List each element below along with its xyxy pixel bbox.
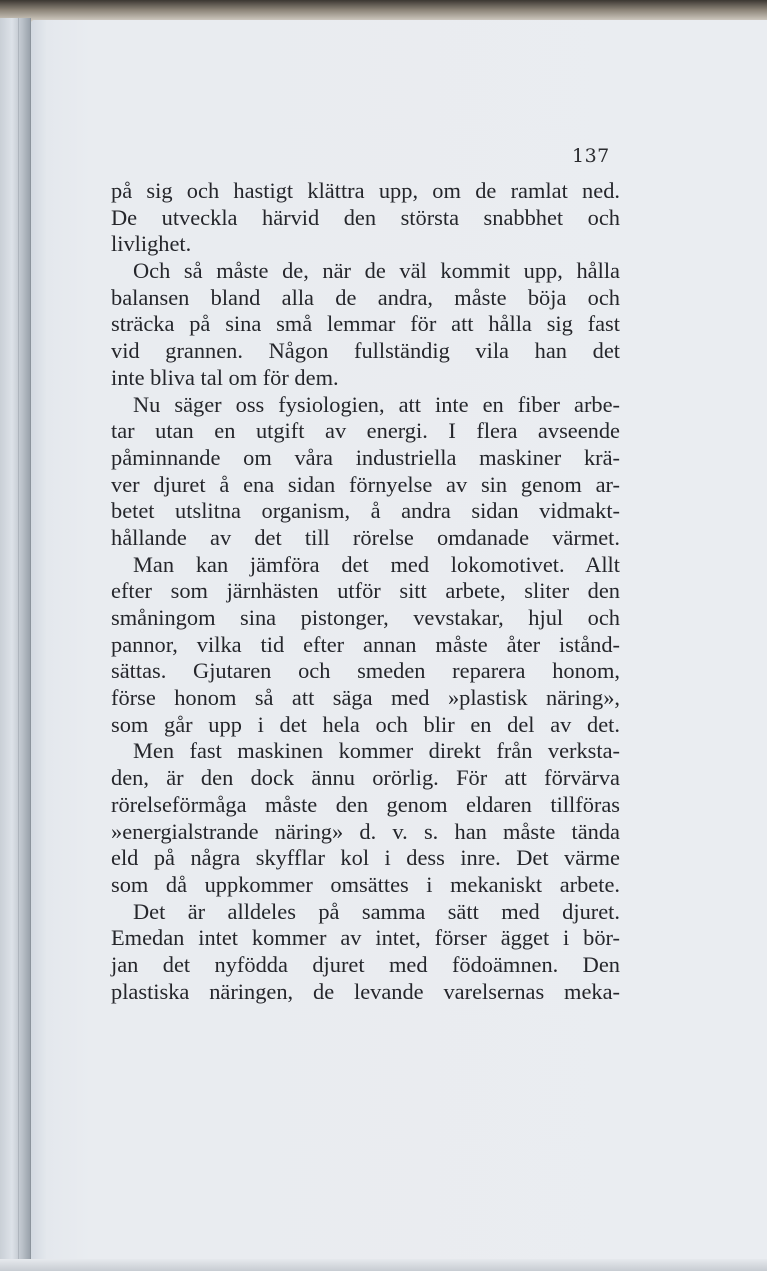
text-line: påminnande om våra industriella maskiner krä- <box>111 444 620 470</box>
text-line: De utveckla härvid den största snabbhet och <box>111 204 620 230</box>
text-line: inte bliva tal om för dem. <box>111 364 339 390</box>
text-line: Och så måste de, när de väl kommit upp, hålla <box>133 258 620 284</box>
body-text <box>111 178 620 1005</box>
text-line: förse honom så att säga med »plastisk näring», <box>111 685 620 711</box>
text-line: sättas. Gjutaren och smeden reparera honom, <box>111 658 620 684</box>
text-line: Emedan intet kommer av intet, förser ägget i bör- <box>111 925 620 951</box>
text-line: Nu säger oss fysiologien, att inte en fiber arbe- <box>133 391 620 417</box>
text-line: rörelseförmåga måste den genom eldaren tillföras <box>111 791 620 817</box>
text-line: »energialstrande näring» d. v. s. han måste tända <box>111 818 620 844</box>
text-line: livlighet. <box>111 231 192 257</box>
text-line: den, är den dock ännu orörlig. För att förvärva <box>111 765 620 791</box>
text-line: Man kan jämföra det med lokomotivet. Allt <box>133 551 620 577</box>
text-line: som då uppkommer omsättes i mekaniskt arbete. <box>111 871 620 897</box>
text-line: vid grannen. Någon fullständig vila han det <box>111 338 620 364</box>
text-line: som går upp i det hela och blir en del av det. <box>111 711 620 737</box>
text-line: Men fast maskinen kommer direkt från verksta- <box>133 738 620 764</box>
text-line: betet utslitna organism, å andra sidan vidmakt- <box>111 498 620 524</box>
text-line: ver djuret å ena sidan förnyelse av sin genom ar- <box>111 471 620 497</box>
text-line: hållande av det till rörelse omdanade värmet. <box>111 524 620 550</box>
text-line: Det är alldeles på samma sätt med djuret. <box>133 898 620 924</box>
text-line: efter som järnhästen utför sitt arbete, sliter den <box>111 578 620 604</box>
page-bottom-edge <box>0 1259 767 1271</box>
text-line: tar utan en utgift av energi. I flera avseende <box>111 418 620 444</box>
book-top-edge <box>0 0 767 22</box>
text-line: balansen bland alla de andra, måste böja och <box>111 284 620 310</box>
left-page-stack <box>0 18 31 1271</box>
text-line: plastiska näringen, de levande varelsernas meka- <box>111 978 620 1004</box>
text-line: jan det nyfödda djuret med födoämnen. Den <box>111 951 620 977</box>
text-line: sträcka på sina små lemmar för att hålla sig fast <box>111 311 620 337</box>
text-line: pannor, vilka tid efter annan måste åter istånd- <box>111 631 620 657</box>
text-line: eld på några skyfflar kol i dess inre. Det värme <box>111 845 620 871</box>
text-line: småningom sina pistonger, vevstakar, hjul och <box>111 605 620 630</box>
page-number: 137 <box>572 145 610 167</box>
text-line: på sig och hastigt klättra upp, om de ramlat ned. <box>111 178 620 203</box>
